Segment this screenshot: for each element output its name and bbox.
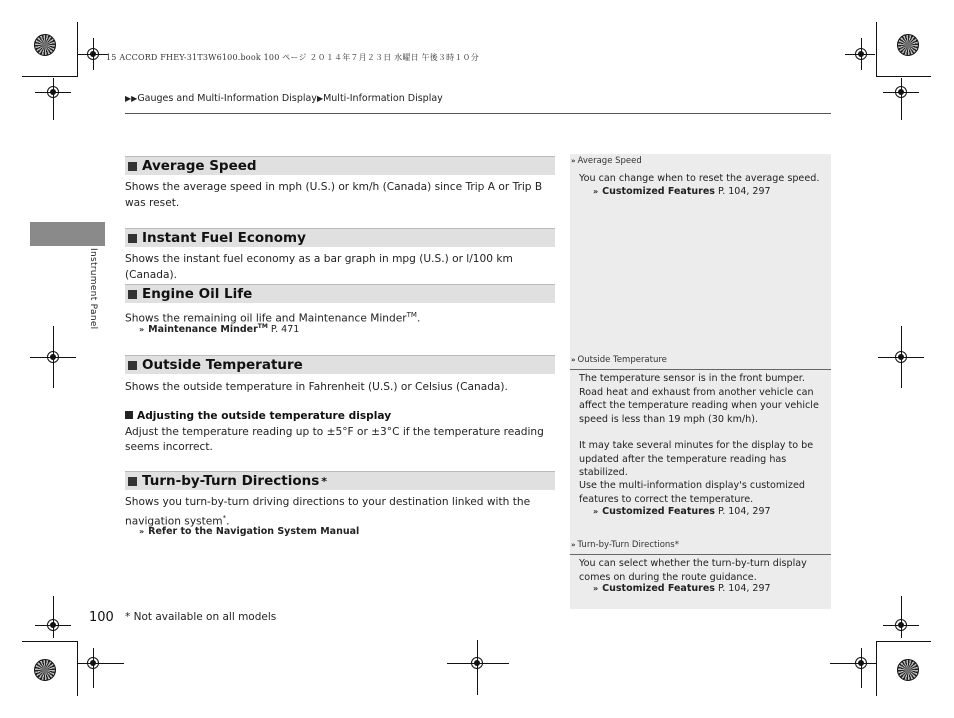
- crop-mark: [876, 22, 877, 77]
- chapter-label: Instrument Panel: [88, 248, 98, 330]
- side-note-text-outside-temperature-1: The temperature sensor is in the front bumper. Road heat and exhaust from another vehicle can affect the temperature reading when your vehicle speed is less than 19 mph (30 km/h).: [579, 373, 819, 425]
- section-text-turn-by-turn: Shows you turn-by-turn driving directions to your destination linked with the navigation system*.: [125, 496, 531, 528]
- side-note-label-outside-temperature: » Outside Temperature: [571, 355, 667, 365]
- triangle-icon: ▶: [316, 94, 324, 103]
- section-heading-outside-temperature: Outside Temperature: [125, 355, 555, 374]
- crop-mark: [93, 38, 94, 70]
- registration-target-icon: [897, 659, 919, 681]
- crop-mark: [861, 648, 862, 688]
- subheading-adjusting-temperature: Adjusting the outside temperature display: [125, 410, 391, 422]
- crop-mark: [53, 326, 54, 388]
- cross-reference-customized-features[interactable]: » Customized Features P. 104, 297: [593, 583, 771, 594]
- page-number: 100: [89, 610, 114, 625]
- crop-mark: [861, 38, 862, 70]
- footnote: * Not available on all models: [125, 611, 277, 623]
- crop-mark: [93, 648, 94, 688]
- cross-reference-customized-features[interactable]: » Customized Features P. 104, 297: [593, 506, 771, 517]
- breadcrumb-item[interactable]: Gauges and Multi-Information Display: [137, 93, 317, 104]
- side-note-label-turn-by-turn: » Turn-by-Turn Directions*: [571, 540, 679, 550]
- breadcrumb: [125, 93, 443, 104]
- crop-mark: [77, 641, 78, 696]
- crop-mark: [845, 54, 875, 55]
- crop-mark: [876, 641, 877, 696]
- section-text-instant-fuel-economy: Shows the instant fuel economy as a bar graph in mpg (U.S.) or l/100 km (Canada).: [125, 253, 513, 281]
- double-triangle-icon: ▶▶: [125, 94, 138, 103]
- registration-target-icon: [897, 34, 919, 56]
- header-divider: [125, 113, 831, 114]
- square-bullet-icon: [128, 361, 137, 370]
- side-note-label-average-speed: » Average Speed: [571, 156, 642, 166]
- cross-reference-arrow-icon: »: [139, 325, 145, 335]
- side-note-text-turn-by-turn: You can select whether the turn-by-turn display comes on during the route guidance.: [579, 558, 807, 583]
- section-text-engine-oil-life: Shows the remaining oil life and Maintenance Minder™.: [125, 311, 421, 325]
- print-header: 15 ACCORD FHEY-31T3W6100.book 100 ページ ２０１４年７月２３日 水曜日 午後３時１０分: [106, 53, 479, 62]
- cross-reference-arrow-icon: »: [139, 527, 145, 536]
- section-text-outside-temperature: Shows the outside temperature in Fahrenheit (U.S.) or Celsius (Canada).: [125, 381, 508, 393]
- crop-mark: [901, 78, 902, 120]
- crop-mark: [830, 663, 876, 664]
- subsection-text-adjusting-temperature: Adjust the temperature reading up to ±5°F or ±3°C if the temperature reading seems incorrect.: [125, 426, 544, 453]
- note-arrow-icon: »: [571, 541, 576, 549]
- crop-mark: [22, 76, 77, 77]
- cross-reference-arrow-icon: »: [593, 584, 599, 593]
- cross-reference-customized-features[interactable]: » Customized Features P. 104, 297: [593, 186, 771, 197]
- cross-reference-arrow-icon: »: [593, 187, 599, 196]
- cross-reference-navigation-manual[interactable]: » Refer to the Navigation System Manual: [139, 526, 360, 537]
- section-heading-engine-oil-life: Engine Oil Life: [125, 284, 555, 303]
- crop-mark: [876, 76, 931, 77]
- section-heading-instant-fuel-economy: Instant Fuel Economy: [125, 228, 555, 247]
- crop-mark: [53, 78, 54, 120]
- note-arrow-icon: »: [571, 157, 576, 165]
- square-bullet-icon: [128, 234, 137, 243]
- breadcrumb-item[interactable]: Multi-Information Display: [323, 93, 443, 104]
- side-note-text-average-speed: You can change when to reset the average speed.: [579, 173, 820, 184]
- section-text-average-speed: Shows the average speed in mph (U.S.) or km/h (Canada) since Trip A or Trip B was reset.: [125, 181, 543, 209]
- crop-mark: [901, 326, 902, 388]
- crop-mark: [77, 22, 78, 77]
- square-bullet-icon: [128, 162, 137, 171]
- crop-mark: [477, 640, 478, 695]
- note-arrow-icon: »: [571, 356, 576, 364]
- registration-target-icon: [34, 34, 56, 56]
- side-note-text-outside-temperature-3: Use the multi-information display's customized features to correct the temperature.: [579, 480, 805, 505]
- crop-mark: [447, 663, 509, 664]
- crop-mark: [876, 641, 931, 642]
- section-heading-average-speed: Average Speed: [125, 156, 555, 175]
- cross-reference-arrow-icon: »: [593, 507, 599, 516]
- side-note-text-outside-temperature-2: It may take several minutes for the display to be updated after the temperature reading has stabilized.: [579, 440, 814, 478]
- crop-mark: [22, 641, 77, 642]
- square-bullet-icon: [125, 411, 133, 419]
- square-bullet-icon: [128, 477, 137, 486]
- side-note-divider: [570, 554, 831, 555]
- side-note-divider: [570, 369, 831, 370]
- registration-target-icon: [34, 659, 56, 681]
- square-bullet-icon: [128, 290, 137, 299]
- crop-mark: [901, 596, 902, 638]
- crop-mark: [78, 663, 124, 664]
- section-heading-turn-by-turn: Turn-by-Turn Directions *: [125, 471, 555, 490]
- cross-reference-maintenance-minder[interactable]: » Maintenance Minder™ P. 471: [139, 323, 300, 336]
- chapter-tab: [30, 222, 105, 246]
- crop-mark: [53, 596, 54, 638]
